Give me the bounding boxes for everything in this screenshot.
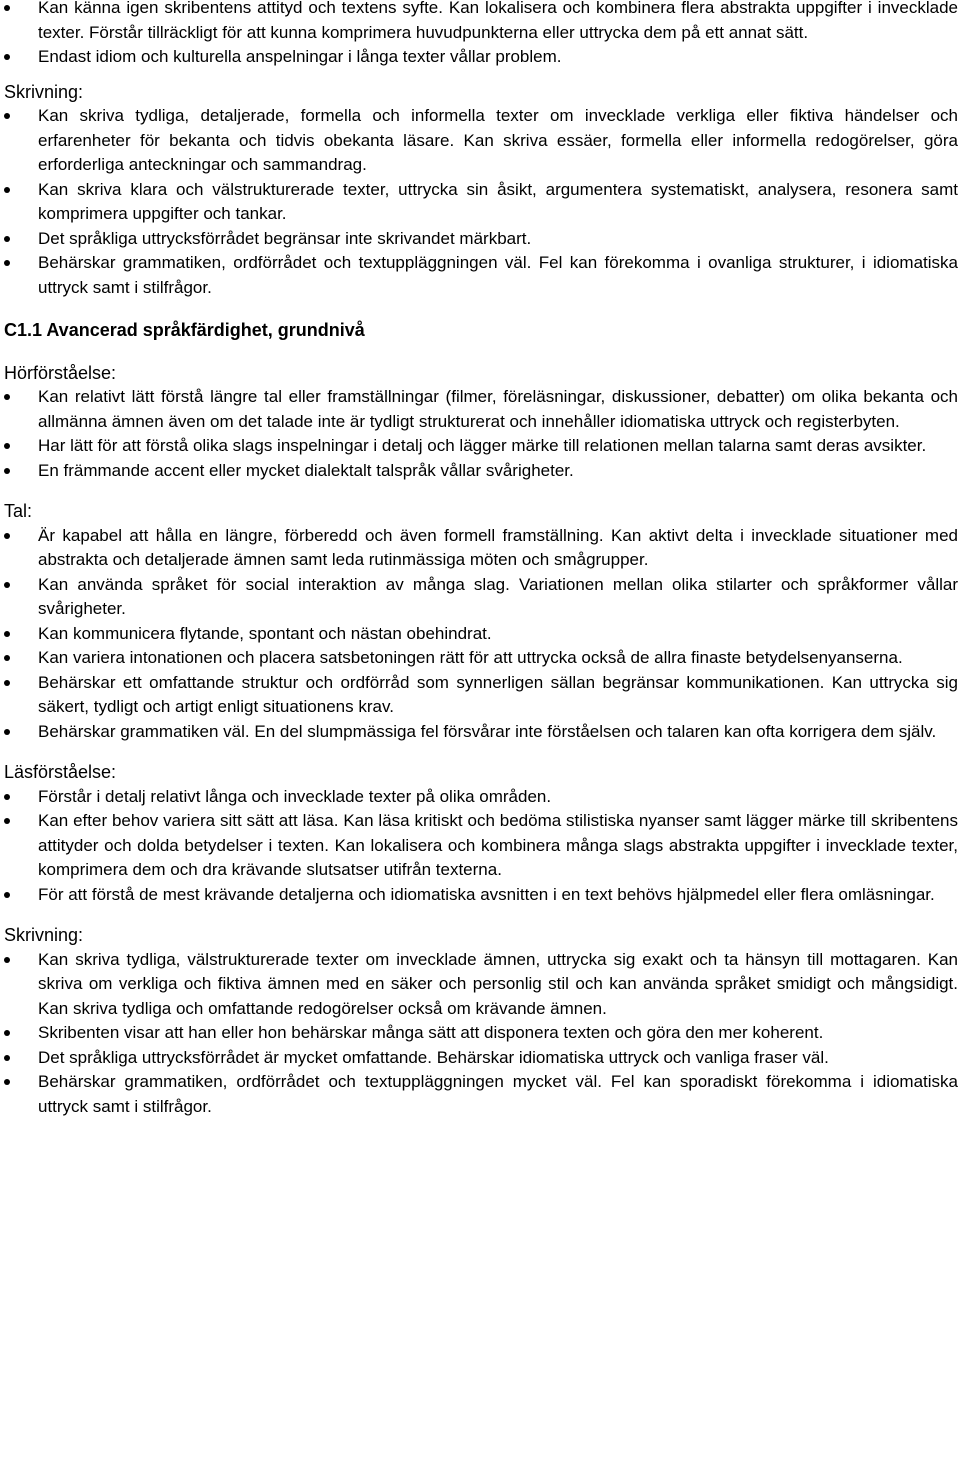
- list-item-text: Kan kommunicera flytande, spontant och nästan obehindrat.: [38, 623, 492, 643]
- bullet-icon: [4, 113, 10, 119]
- list-item: [0, 104, 958, 178]
- level-heading: C1.1 Avancerad språkfärdighet, grundnivå: [4, 320, 365, 340]
- list-item: [0, 1046, 958, 1071]
- list-item: [0, 622, 958, 647]
- list-item-text: Kan relativt lätt förstå längre tal eller framställningar (filmer, föreläsningar, diskussioner, debatter) om olika bekanta och allmänna ämnen även om det talade inte är tydligt strukturerat och innehåller idiomatiska uttryck och registerbyten.: [38, 387, 958, 431]
- list-item: [0, 251, 958, 300]
- lasforstaelse-list: [0, 785, 958, 908]
- list-item-text: En främmande accent eller mycket dialektalt talspråk vållar svårigheter.: [38, 460, 574, 480]
- bullet-icon: [4, 236, 10, 242]
- list-item-text: Kan skriva klara och välstrukturerade texter, uttrycka sin åsikt, argumentera systematiskt, analysera, resonera samt komprimera uppgifter och tankar.: [38, 179, 958, 223]
- list-item: [0, 178, 958, 227]
- list-item: [0, 573, 958, 622]
- bullet-icon: [4, 5, 10, 11]
- list-item-text: Kan använda språket för social interaktion av många slag. Variationen mellan olika stilarter och språkformer vållar svårigheter.: [38, 574, 958, 618]
- list-item-text: Skribenten visar att han eller hon behärskar många sätt att disponera texten och göra den mer koherent.: [38, 1023, 824, 1042]
- bullet-icon: [4, 680, 10, 686]
- list-item-text: Behärskar ett omfattande struktur och ordförråd som synnerligen sällan begränsar kommunikationen. Kan uttrycka sig säkert, tydligt och artigt enligt situationens krav.: [38, 672, 958, 716]
- list-item: [0, 385, 958, 434]
- list-item: [0, 785, 958, 810]
- bullet-icon: [4, 260, 10, 266]
- skrivning-list: [0, 104, 958, 300]
- section-heading-horforstaelse: Hörförståelse:: [4, 362, 117, 383]
- bullet-icon: [4, 1030, 10, 1036]
- bullet-icon: [4, 892, 10, 898]
- bullet-icon: [4, 729, 10, 735]
- list-item-text: För att förstå de mest krävande detaljerna och idiomatiska avsnitten i en text behövs hjälpmedel eller flera omläsningar.: [38, 884, 935, 904]
- bullet-icon: [4, 631, 10, 637]
- list-item: [0, 45, 958, 70]
- list-item: [0, 1070, 958, 1119]
- bullet-icon: [4, 1055, 10, 1061]
- bullet-icon: [4, 533, 10, 539]
- bullet-icon: [4, 655, 10, 661]
- list-item-text: Behärskar grammatiken, ordförrådet och textuppläggningen mycket väl. Fel kan sporadiskt förekomma i idiomatiska uttryck samt i stilfrågor.: [38, 1072, 958, 1116]
- list-item-text: Förstår i detalj relativt långa och invecklade texter på olika områden.: [38, 786, 552, 806]
- bullet-icon: [4, 468, 10, 474]
- bullet-icon: [4, 582, 10, 588]
- list-item-text: Behärskar grammatiken, ordförrådet och textuppläggningen väl. Fel kan förekomma i ovanliga strukturer, i idiomatiska uttryck samt i stilfrågor.: [38, 253, 958, 297]
- bullet-icon: [4, 54, 10, 60]
- list-item: [0, 434, 958, 459]
- list-item-text: Kan skriva tydliga, detaljerade, formella och informella texter om invecklade verkliga eller fiktiva händelser och erfarenheter för bekanta och tidvis obekanta läsare. Kan skriva essäer, formella eller informella redogörelser, göra erforderliga anteckningar och sammandrag.: [38, 106, 958, 174]
- list-item-text: Har lätt för att förstå olika slags inspelningar i detalj och lägger märke till relationen mellan talarna samt deras avsikter.: [38, 436, 927, 455]
- list-item: [0, 459, 958, 484]
- list-item-text: Är kapabel att hålla en längre, förberedd och även formell framställning. Kan aktivt delta i invecklade situationer med abstrakta och detaljerade ämnen samt leda rutinmässiga möten och smågrupper.: [38, 525, 958, 569]
- list-item: [0, 948, 958, 1022]
- list-item: [0, 227, 958, 252]
- tal-list: [0, 524, 958, 745]
- list-item: [0, 671, 958, 720]
- list-item-text: Det språkliga uttrycksförrådet är mycket omfattande. Behärskar idiomatiska uttryck och vanliga fraser väl.: [38, 1047, 829, 1067]
- bullet-icon: [4, 187, 10, 193]
- list-item: [0, 1021, 958, 1046]
- section-heading-tal: Tal:: [4, 501, 33, 521]
- list-item-text: Kan efter behov variera sitt sätt att läsa. Kan läsa kritiskt och bedöma stilistiska nyanser samt lägger märke till skribentens attityder och dolda betydelser i texten. Kan lokalisera och kombinera många slags abstrakta uppgifter i invecklade texter, komprimera dem och dra krävande slutsatser utifrån texterna.: [38, 811, 958, 879]
- bullet-icon: [4, 443, 10, 449]
- bullet-icon: [4, 394, 10, 400]
- bullet-icon: [4, 794, 10, 800]
- list-item-text: Det språkliga uttrycksförrådet begränsar inte skrivandet märkbart.: [38, 228, 532, 248]
- bullet-icon: [4, 1079, 10, 1085]
- skrivning-c1-list: [0, 948, 958, 1120]
- section-heading-lasforstaelse: Läsförståelse:: [4, 762, 117, 782]
- bullet-icon: [4, 957, 10, 963]
- horforstaelse-list: [0, 385, 958, 483]
- list-item: [0, 883, 958, 908]
- list-item: [0, 0, 958, 45]
- list-item-text: Behärskar grammatiken väl. En del slumpmässiga fel försvårar inte förståelsen och talaren kan ofta korrigera dem själv.: [38, 721, 937, 741]
- list-item-text: Endast idiom och kulturella anspelningar i långa texter vållar problem.: [38, 47, 562, 66]
- section-heading-skrivning: Skrivning:: [4, 81, 84, 102]
- list-item: [0, 720, 958, 745]
- list-item-text: Kan skriva tydliga, välstrukturerade texter om invecklade ämnen, uttrycka sig exakt och ta hänsyn till mottagaren. Kan skriva om verkliga och fiktiva ämnen med en säker och personlig stil och kan använda språket smidigt och mångsidigt. Kan skriva tydliga och omfattande redogörelser också om krävande ämnen.: [38, 949, 958, 1018]
- bullet-icon: [4, 818, 10, 824]
- section-heading-skrivning-c1: Skrivning:: [4, 925, 84, 945]
- top-bullet-list: [0, 0, 958, 70]
- list-item-text: Kan känna igen skribentens attityd och textens syfte. Kan lokalisera och kombinera flera abstrakta uppgifter i invecklade texter. Förstår tillräckligt för att kunna komprimera huvudpunkterna eller uttrycka dem på ett annat sätt.: [38, 0, 958, 42]
- list-item: [0, 524, 958, 573]
- list-item-text: Kan variera intonationen och placera satsbetoningen rätt för att uttrycka också de allra finaste betydelsenyanserna.: [38, 648, 903, 667]
- list-item: [0, 646, 958, 671]
- list-item: [0, 809, 958, 883]
